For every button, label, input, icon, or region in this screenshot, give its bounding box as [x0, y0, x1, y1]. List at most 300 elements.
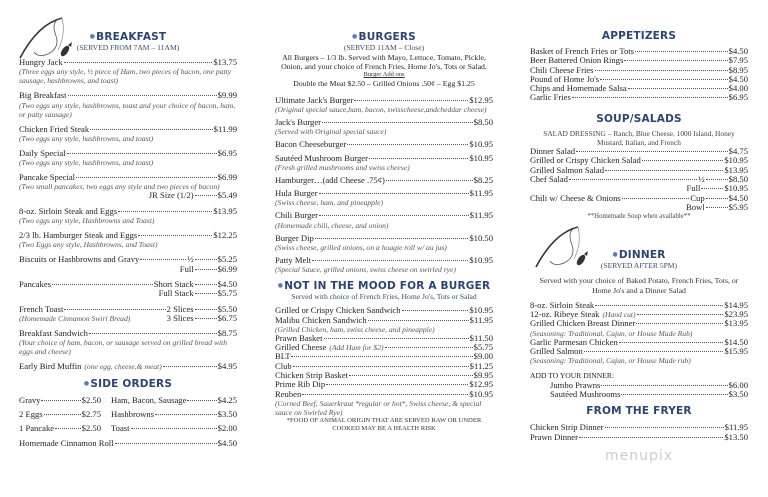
dot-leader: [368, 320, 469, 321]
item-description: (Fresh grilled mushrooms and swiss cheese): [275, 162, 410, 172]
menu-item-row: [275, 234, 493, 243]
menu-item: [275, 234, 493, 252]
menu-item: [530, 319, 748, 337]
item-name: Basket of French Fries or Tots: [530, 46, 635, 56]
menu-item-row: [530, 93, 748, 102]
dot-leader: [601, 385, 727, 386]
menu-item: [530, 347, 748, 365]
dot-leader: [354, 100, 468, 101]
item-name: Beer Battered Onion Rings: [530, 55, 624, 66]
item-option-price: $10.95: [724, 183, 748, 194]
soup-note: **Homemade Soup when available**: [587, 213, 691, 221]
item-option-label: Short Stack: [153, 278, 194, 289]
menu-item-row: [275, 380, 493, 389]
item-price: $4.00: [728, 83, 748, 94]
side-item: [19, 396, 101, 405]
dot-leader: [90, 129, 213, 130]
watermark: menupix: [604, 447, 674, 464]
dot-leader: [52, 284, 153, 285]
health-footnote: *FOOD OF ANIMAL ORIGIN THAT ARE SERVED RAW OR UNDER COOKED MAY BE A HEALTH RISK: [286, 416, 482, 433]
item-price: $5.75: [473, 342, 493, 353]
item-option-row: [19, 191, 237, 200]
item-price: $8.95: [728, 64, 748, 75]
dot-leader: [635, 51, 728, 52]
left-column: [19, 31, 237, 448]
menu-item: [19, 207, 237, 225]
side-item-price: $2.50: [81, 423, 101, 434]
dinner-heading: ●DINNER: [612, 249, 666, 262]
dot-leader: [595, 70, 728, 71]
item-description: (Two eggs any style, Hashbrowns and Toast): [19, 216, 155, 226]
fryer-heading: [530, 405, 748, 417]
item-option-label: Cup: [690, 192, 705, 203]
item-price: $6.95: [728, 92, 748, 103]
dinner-items: [530, 301, 748, 365]
side-item: [111, 410, 237, 419]
right-column: [530, 30, 748, 464]
dot-leader: [576, 151, 728, 152]
item-price: $10.95: [469, 152, 493, 163]
menu-item-row: [530, 194, 748, 203]
item-inline-note: (Add Ham for $2): [329, 343, 384, 353]
dot-leader: [572, 97, 728, 98]
item-description: (Seasoning: Traditional, Cajun, or House Made Rub): [530, 328, 693, 338]
menu-item: [19, 329, 237, 356]
item-option-label: Full Stack: [158, 288, 194, 299]
item-description: (Special Sauce, grilled onions, swiss cheese on swirled rye): [275, 265, 456, 275]
item-price: $10.95: [469, 139, 493, 150]
item-description: (Two eggs any style, hashbrowns, and toast): [19, 158, 154, 168]
side-item-name: Toast: [111, 423, 130, 434]
dot-leader: [195, 309, 217, 310]
dot-leader: [324, 338, 469, 339]
dot-leader: [579, 437, 723, 438]
menu-item: [19, 280, 237, 299]
dot-leader: [605, 427, 724, 428]
item-description: (Swiss cheese, ham, and pineapple): [275, 198, 383, 208]
dot-leader: [326, 384, 468, 385]
fishing-rod-icon: [534, 223, 594, 273]
item-name: Hungry Jack: [19, 57, 63, 67]
item-name: Hula Burger: [275, 188, 318, 199]
dot-leader: [636, 323, 723, 324]
item-name: Patty Melt: [275, 254, 312, 265]
item-name: Chicken Strip Basket: [275, 370, 349, 381]
menu-item: [275, 118, 493, 136]
item-description: (Original special sauce,ham, bacon, swisscheese,andcheddar cheese): [275, 104, 487, 114]
middle-column: [275, 31, 493, 433]
dot-leader: [315, 238, 469, 239]
item-name: Sautéed Mushrooms: [550, 388, 621, 399]
item-price: $9.95: [473, 370, 493, 381]
menu-item: [275, 140, 493, 149]
menu-item: [19, 255, 237, 274]
menu-item-row: [275, 96, 493, 105]
item-option-row: [19, 289, 237, 298]
breakfast-section: [19, 31, 237, 372]
menu-item-row: [550, 390, 748, 399]
soup-salads-section: [530, 113, 748, 222]
item-name: Garlic Fries: [530, 92, 571, 103]
not-burger-section: [275, 280, 493, 433]
item-price: $11.95: [724, 422, 748, 433]
item-price: $6.00: [728, 379, 748, 390]
dot-leader: [44, 414, 81, 415]
dot-leader: [293, 366, 469, 367]
side-item: [111, 396, 237, 405]
dot-leader: [386, 180, 473, 181]
dot-leader: [195, 269, 217, 270]
dot-leader: [600, 79, 728, 80]
menu-item: [530, 433, 748, 442]
dot-leader: [155, 414, 217, 415]
dot-leader: [140, 259, 186, 260]
item-price: $9.99: [217, 90, 237, 101]
not-burger-items: [275, 306, 493, 417]
item-name: 12-oz. Ribeye Steak: [530, 309, 600, 320]
dot-leader: [349, 375, 473, 376]
appetizers-section: [530, 30, 748, 103]
menu-item-row: [19, 305, 237, 314]
dot-leader: [706, 179, 728, 180]
item-price: $13.75: [213, 57, 237, 67]
item-name: Jack's Burger: [275, 116, 322, 127]
item-price: $12.95: [469, 379, 493, 390]
menu-item: [275, 380, 493, 389]
menu-item: [275, 390, 493, 417]
item-option-label: Bowl: [686, 201, 705, 212]
item-name: Breakfast Sandwich: [19, 328, 88, 339]
item-option-label: JR Size (1/2): [148, 190, 194, 201]
item-name: Prawn Basket: [275, 332, 323, 343]
side-item-name: Hashbrowns: [111, 409, 154, 420]
soup-salad-items: [530, 147, 748, 212]
side-item-name: 2 Eggs: [19, 409, 43, 420]
dot-leader: [291, 356, 472, 357]
item-name: Chili Burger: [275, 210, 319, 221]
item-name: Chili w/ Cheese & Onions: [530, 192, 621, 203]
item-description: (Homemade chili, cheese, and onion): [275, 220, 389, 230]
item-price: $9.00: [473, 351, 493, 362]
item-name: Chef Salad: [530, 174, 568, 185]
dot-leader: [64, 62, 213, 63]
menu-item: [19, 91, 237, 118]
side-orders-title: SIDE ORDERS: [90, 377, 173, 390]
item-name: Biscuits or Hashbrowns and Gravy: [19, 254, 140, 265]
item-name: Grilled Chicken Breast Dinner: [530, 318, 636, 329]
menu-item-row: [275, 390, 493, 399]
menu-item-row: [275, 118, 493, 127]
item-name: Chicken Strip Dinner: [530, 422, 604, 433]
burgers-heading: ●BURGERS: [352, 31, 416, 43]
item-name: Prime Rib Dip: [275, 379, 326, 390]
item-name: French Toast: [19, 303, 64, 314]
side-item-name: Ham, Bacon, Sausage: [111, 394, 187, 405]
item-price: $4.50: [728, 192, 748, 203]
item-description: (Served with Original special sauce): [275, 127, 387, 137]
item-name: Hamburger…(add Cheese .75¢): [275, 174, 385, 185]
dot-leader: [195, 293, 217, 294]
item-price: $14.95: [724, 299, 748, 310]
item-option-price: $5.95: [728, 201, 748, 212]
burger-items: [275, 96, 493, 275]
item-name: Grilled Salmon Salad: [530, 164, 604, 175]
item-option-label: ½: [187, 254, 194, 265]
menu-item: [19, 362, 237, 371]
dot-leader: [115, 443, 217, 444]
item-option-label: ½: [698, 174, 705, 185]
item-name: Grilled Salmon: [530, 346, 583, 357]
item-name: 2/3 lb. Hamburger Steak and Eggs: [19, 230, 138, 241]
menu-item-row: [19, 173, 237, 182]
menu-item-row: [19, 149, 237, 158]
item-name: BLT: [275, 351, 291, 362]
burgers-subtitle: (SERVED 11AM – Close): [343, 43, 425, 52]
item-description: (Seasoning: Traditional, Cajun, or House Made rub): [530, 356, 691, 366]
menu-item-row: [19, 362, 237, 371]
dot-leader: [163, 366, 217, 367]
item-price: $12.25: [213, 230, 237, 241]
breakfast-title: BREAKFAST: [96, 31, 167, 43]
not-burger-title: NOT IN THE MOOD FOR A BURGER: [284, 280, 491, 293]
side-item-price: $4.25: [217, 394, 237, 405]
side-item-price: $2.75: [81, 409, 101, 420]
dot-leader: [131, 428, 217, 429]
item-price: $13.50: [724, 431, 748, 442]
item-name: Pancake Special: [19, 172, 76, 183]
menu-item-row: [275, 189, 493, 198]
dot-leader: [584, 351, 724, 352]
dot-leader: [385, 347, 473, 348]
item-description: (Two Eggs any style, Hashbrowns, and Toast): [19, 240, 158, 250]
item-price: $7.95: [728, 55, 748, 66]
side-item: [19, 410, 101, 419]
item-description: (Swiss cheese, grilled onions, on a hoagie roll w/ au jus): [275, 242, 447, 252]
dot-leader: [195, 195, 217, 196]
dot-leader: [322, 122, 473, 123]
item-description: (Corned Beef, Sauerkraut *regular or hot*, Swiss cheese, & special sauce on Swirled Rye): [275, 398, 482, 417]
item-name: Grilled or Crispy Chicken Sandwich: [275, 305, 401, 316]
dinner-subtitle: (SERVED AFTER 5PM): [600, 261, 678, 271]
item-option-price: $5.75: [217, 288, 237, 299]
dinner-addon-label: ADD TO YOUR DINNER:: [530, 371, 615, 381]
item-name: Malibu Chicken Sandwich: [275, 314, 367, 325]
side-orders-heading: ●SIDE ORDERS: [83, 377, 173, 390]
menu-item-row: [19, 255, 237, 264]
item-option-label: 2 Slices: [166, 303, 194, 314]
item-price: $4.50: [728, 46, 748, 56]
not-burger-heading: ●NOT IN THE MOOD FOR A BURGER: [277, 280, 491, 293]
item-name: Reuben: [275, 388, 302, 399]
burgers-intro: All Burgers – 1/3 lb. Served with Mayo, Lettuce, Tomato, Pickle, Onion, and your choice of French Fries, Home Jo's, Tots or Salad.: [281, 53, 487, 72]
menu-item-row: [275, 256, 493, 265]
menu-item: [275, 96, 493, 114]
dot-leader: [302, 394, 468, 395]
item-name: Bacon Cheeseburger: [275, 139, 347, 150]
item-name: 8-oz. Sirloin Steak and Eggs: [19, 205, 118, 216]
dot-leader: [68, 95, 217, 96]
side-item: [111, 424, 237, 433]
menu-item: [530, 175, 748, 194]
item-name: 8-oz. Sirloin Steak: [530, 299, 595, 310]
dot-leader: [55, 428, 81, 429]
item-price: $4.95: [217, 361, 237, 372]
menu-item: [275, 176, 493, 185]
menu-item: [275, 316, 493, 334]
dot-leader: [701, 188, 723, 189]
item-name: Pancakes: [19, 278, 51, 289]
item-price: $12.95: [469, 94, 493, 105]
item-price: $11.50: [469, 332, 493, 343]
item-price: $15.95: [724, 346, 748, 357]
item-price: $4.50: [217, 278, 237, 289]
dot-leader: [195, 259, 217, 260]
dot-leader: [319, 215, 469, 216]
item-option-price: $6.75: [217, 312, 237, 323]
menu-item: [530, 93, 748, 102]
menu-item-row: [275, 176, 493, 185]
menu-item-row: [275, 140, 493, 149]
menu-item-row: [275, 343, 493, 352]
menu-item: [19, 231, 237, 249]
item-price: $11.95: [469, 188, 493, 199]
menu-item: [530, 194, 748, 213]
item-price: $13.95: [724, 318, 748, 329]
item-name: Ultimate Jack's Burger: [275, 94, 354, 105]
item-price: $13.95: [724, 164, 748, 175]
item-price: $23.95: [724, 309, 748, 320]
item-price: $8.50: [473, 116, 493, 127]
side-orders-grid: [19, 396, 237, 434]
menu-item: [19, 149, 237, 167]
item-option-row: [19, 314, 237, 323]
dinner-section: [530, 249, 748, 399]
item-price: $10.50: [469, 232, 493, 243]
dot-leader: [347, 144, 468, 145]
item-option-price: $6.99: [217, 263, 237, 274]
menu-item-row: [275, 211, 493, 220]
side-item-price: $4.50: [217, 437, 237, 448]
item-name: Grilled or Crispy Chicken Salad: [530, 155, 641, 166]
item-price: $10.95: [469, 305, 493, 316]
item-price: $6.99: [217, 172, 237, 183]
fishing-rod-icon: [18, 14, 78, 64]
item-price: $11.95: [469, 210, 493, 221]
item-price: $11.95: [469, 314, 493, 325]
item-price: $11.99: [213, 123, 237, 134]
item-price: $14.50: [724, 336, 748, 347]
item-name: Daily Special: [19, 147, 66, 158]
side-orders-section: [19, 378, 237, 448]
burgers-title: BURGERS: [358, 31, 416, 43]
side-item-name: 1 Pancake: [19, 423, 55, 434]
item-price: $10.95: [469, 254, 493, 265]
burger-addons-label: Burger Add ons: [363, 71, 405, 79]
item-name: Big Breakfast: [19, 90, 67, 101]
menu-item: [19, 125, 237, 143]
breakfast-subtitle: (SERVED FROM 7AM – 11AM): [76, 43, 180, 52]
item-name: Grilled Cheese: [275, 342, 327, 353]
dot-leader: [628, 88, 728, 89]
soup-salads-heading: [530, 113, 748, 125]
menu-item: [19, 173, 237, 201]
dot-leader: [621, 394, 727, 395]
dot-leader: [622, 198, 690, 199]
item-price: $8.50: [728, 174, 748, 185]
item-price: $11.25: [469, 360, 493, 371]
item-option-label: Full: [179, 263, 194, 274]
side-item-name: Homemade Cinnamon Roll: [19, 437, 114, 448]
item-price: $4.75: [728, 146, 748, 157]
menu-item-row: [19, 207, 237, 216]
dot-leader: [64, 309, 165, 310]
appetizers-title: APPETIZERS: [601, 30, 677, 42]
item-description: (Grilled Chicken, ham, swiss cheese, and pineapple): [275, 324, 435, 334]
item-inline-note: (Hand cut): [602, 310, 636, 320]
side-item-price: $2.00: [217, 423, 237, 434]
dot-leader: [187, 400, 216, 401]
menu-item-row: [530, 319, 748, 328]
item-name: Early Bird Muffin: [19, 361, 82, 372]
side-item: [19, 439, 237, 448]
item-price: $10.95: [724, 155, 748, 166]
menu-item: [550, 390, 748, 399]
menu-item: [275, 256, 493, 274]
item-name: Prawn Dinner: [530, 431, 578, 442]
dot-leader: [118, 211, 212, 212]
item-price: $3.50: [728, 388, 748, 399]
dot-leader: [569, 179, 697, 180]
menu-item-row: [19, 231, 237, 240]
menu-item: [275, 154, 493, 172]
dinner-intro: Served with your choice of Baked Potato, French Fries, Tots, or Home Jo's and a Dinner Salad: [539, 276, 739, 295]
dot-leader: [605, 170, 723, 171]
not-burger-subtitle: Served with choice of French Fries, Home Jo's, Tots or Salad: [291, 292, 477, 302]
menu-item-row: [530, 175, 748, 184]
dot-leader: [595, 305, 723, 306]
soup-salads-title: SOUP/SALADS: [596, 112, 682, 125]
menu-item-row: [19, 91, 237, 100]
menu-item: [275, 211, 493, 229]
item-price: $8.25: [473, 174, 493, 185]
menu-item-row: [19, 125, 237, 134]
item-price: $5.25: [217, 254, 237, 265]
dot-leader: [195, 318, 217, 319]
menu-item-row: [530, 433, 748, 442]
item-description: (Two eggs any style, hashbrowns, toast and your choice of bacon, ham, or patty sausage): [19, 100, 236, 119]
burgers-section: [275, 31, 493, 274]
appetizers-heading: [530, 30, 748, 42]
dot-leader: [642, 160, 724, 161]
menu-item-row: [275, 352, 493, 361]
menu-item: [19, 305, 237, 324]
item-name: Chili Cheese Fries: [530, 64, 594, 75]
item-inline-note: (one egg, cheese,& meat): [84, 362, 162, 372]
dot-leader: [67, 153, 217, 154]
dot-leader: [312, 260, 468, 261]
burger-addons: Double the Meat $2.50 – Grilled Onions .50¢ – Egg $1.25: [293, 79, 475, 89]
item-price: $13.95: [213, 205, 237, 216]
dot-leader: [89, 333, 217, 334]
item-name: Chips and Homemade Salsa: [530, 83, 627, 94]
item-description: (Two eggs any style, hashbrowns, and toast): [19, 133, 154, 143]
side-item-price: $3.50: [217, 409, 237, 420]
dot-leader: [41, 400, 80, 401]
breakfast-heading: ●BREAKFAST: [89, 31, 167, 43]
menu-item: [275, 189, 493, 207]
dot-leader: [637, 314, 724, 315]
menu-item-row: [275, 154, 493, 163]
